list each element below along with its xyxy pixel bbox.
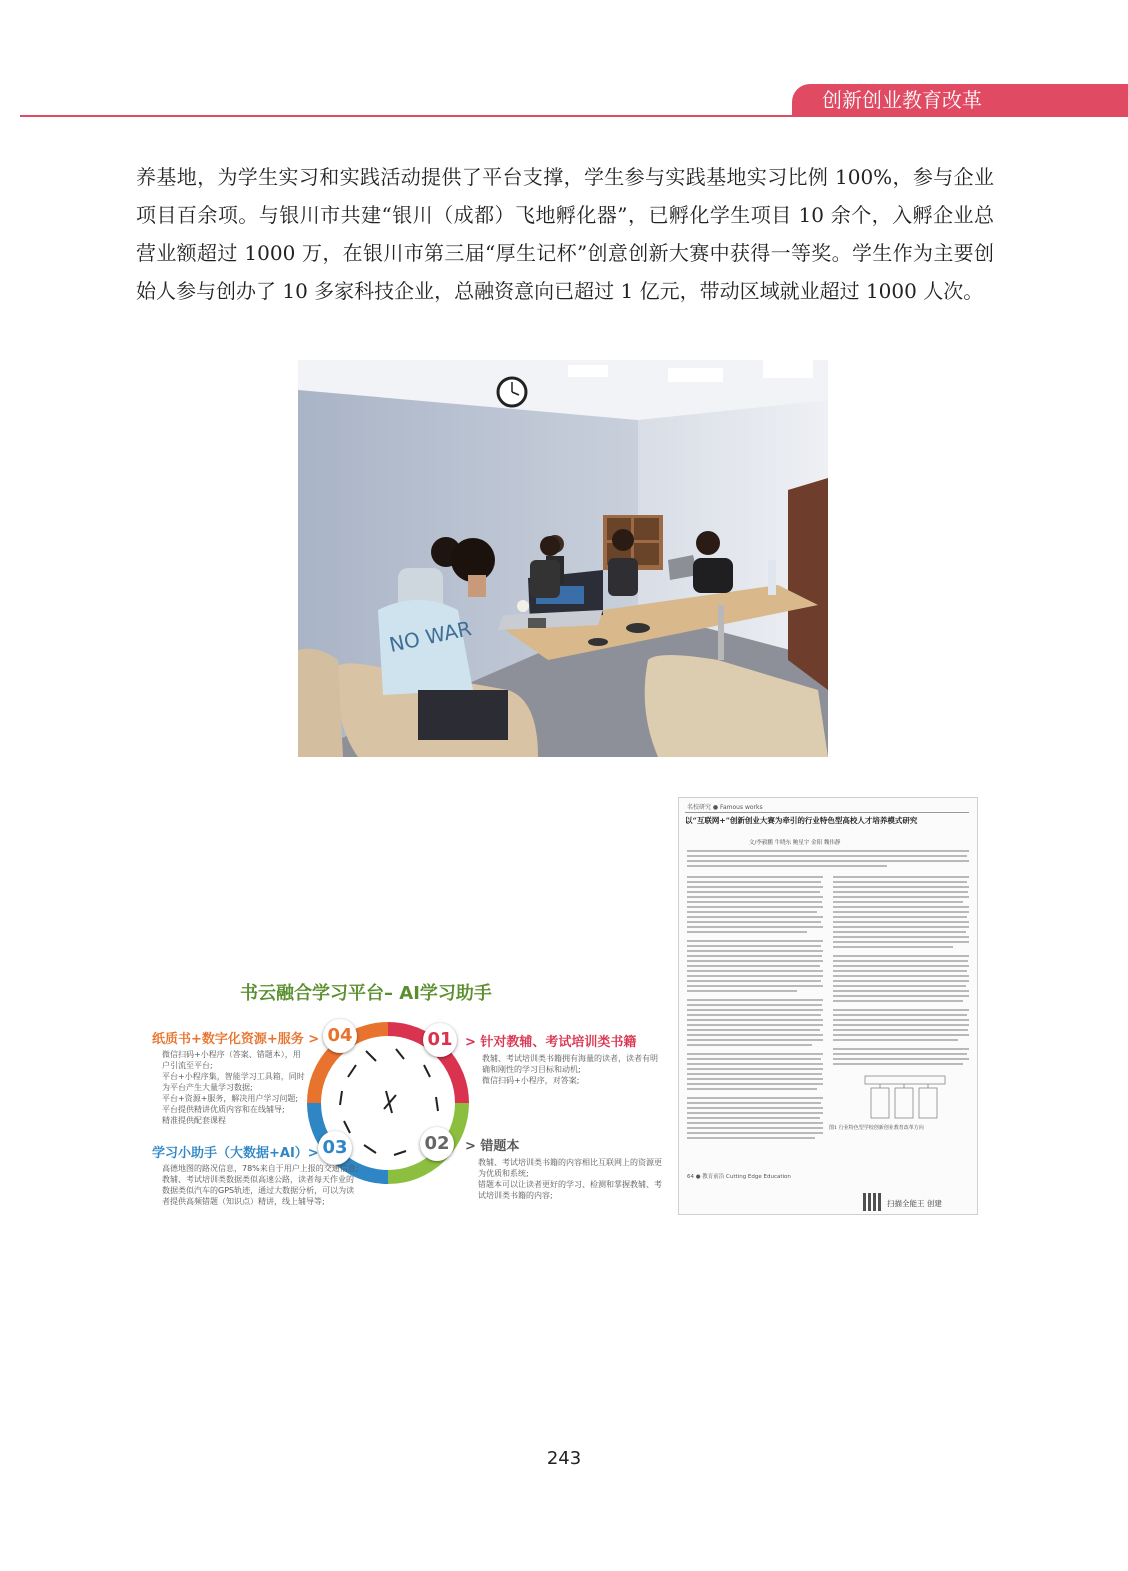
list-item: 平台+资源+服务，解决用户学习问题; — [162, 1094, 299, 1103]
heading-print-digital-service: 纸质书+数字化资源+服务 > — [152, 1032, 320, 1047]
paper-text-columns — [685, 848, 971, 1178]
list-tutoring-books — [482, 1053, 658, 1086]
students-meeting-photo — [298, 360, 828, 757]
step-badge-01: 01 — [423, 1023, 457, 1057]
heading-learning-assistant: 学习小助手（大数据+AI）> — [152, 1146, 319, 1161]
scanned-paper-thumbnail — [678, 797, 978, 1215]
list-item: 微信扫码+小程序，对答案; — [482, 1076, 580, 1085]
step-badge-03: 03 — [318, 1131, 352, 1165]
list-item: 平台提供精讲优质内容和在线辅导; — [162, 1105, 285, 1114]
list-item: 试培训类书籍的内容; — [478, 1191, 553, 1200]
paper-title: 以“互联网+”创新创业大赛为牵引的行业特色型高校人才培养模式研究 — [685, 816, 918, 825]
list-item: 教辅、考试培训类数据类似高速公路，读者每天作业的 — [162, 1175, 354, 1184]
list-print-digital-service — [162, 1049, 305, 1126]
figure-caption: 图1 行业特色型学校创新创业教育改革方向 — [829, 1125, 924, 1131]
list-item: 数据类似汽车的GPS轨迹，通过大数据分析，可以为读 — [162, 1186, 355, 1195]
list-item: 确和刚性的学习目标和动机; — [482, 1065, 581, 1074]
list-item: 为平台产生大量学习数据; — [162, 1083, 253, 1092]
body-paragraph: 养基地，为学生实习和实践活动提供了平台支撑，学生参与实践基地实习比例 100%，参与企业项目百余项。与银川市共建“银川（成都）飞地孵化器”，已孵化学生项目 10 余个，入孵企业总营业额超过 1000 万，在银川市第三届“厚生记杯”创意创新大赛中获得一等奖。学生作为主要创始人参与创办了 10 多家科技企业，总融资意向已超过 1 亿元，带动区域就业超过 1000 人次。 — [136, 165, 994, 303]
qr-code-icon — [863, 1193, 881, 1211]
scan-watermark: 扫描全能王 创建 — [887, 1199, 942, 1208]
paper-authors: 文/李毅鹏 牛晓东 鲍星宇 金阳 魏伟静 — [749, 840, 841, 846]
section-title-tab — [792, 84, 1128, 116]
list-item: 户引流至平台; — [162, 1061, 213, 1070]
learning-platform-graphic — [140, 965, 660, 1225]
list-learning-assistant — [162, 1163, 358, 1207]
list-item: 为优质和系统; — [478, 1169, 529, 1178]
list-item: 者提供高频错题（知识点）精讲，线上辅导等; — [162, 1197, 325, 1206]
heading-error-notebook: > 错题本 — [465, 1139, 520, 1154]
step-badge-04: 04 — [323, 1019, 357, 1053]
list-item: 高德地图的路况信息，78%来自于用户上报的交通信息; — [162, 1164, 359, 1173]
paper-header: 名校研究 ● Famous works — [687, 804, 763, 811]
list-item: 精准提供配套课程 — [162, 1116, 226, 1125]
list-item: 教辅、考试培训类书籍拥有海量的读者，读者有明 — [482, 1054, 658, 1063]
page-number: 243 — [546, 1448, 582, 1469]
list-item: 平台+小程序集，智能学习工具箱，同时 — [162, 1072, 305, 1081]
section-title: 创新创业教育改革 — [822, 88, 982, 112]
list-error-notebook — [478, 1157, 662, 1201]
list-item: 微信扫码+小程序（答案、错题本），用 — [162, 1050, 301, 1059]
list-item: 教辅、考试培训类书籍的内容相比互联网上的资源更 — [478, 1158, 662, 1167]
list-item: 错题本可以让读者更好的学习、检测和掌握教辅、考 — [478, 1180, 662, 1189]
shirt-text: NO WAR — [387, 616, 474, 657]
step-badge-02: 02 — [420, 1127, 454, 1161]
paper-footer: 64 ● 教育前沿 Cutting Edge Education — [687, 1174, 791, 1180]
heading-tutoring-books: > 针对教辅、考试培训类书籍 — [465, 1035, 637, 1050]
platform-title: 书云融合学习平台– AI学习助手 — [240, 983, 492, 1004]
